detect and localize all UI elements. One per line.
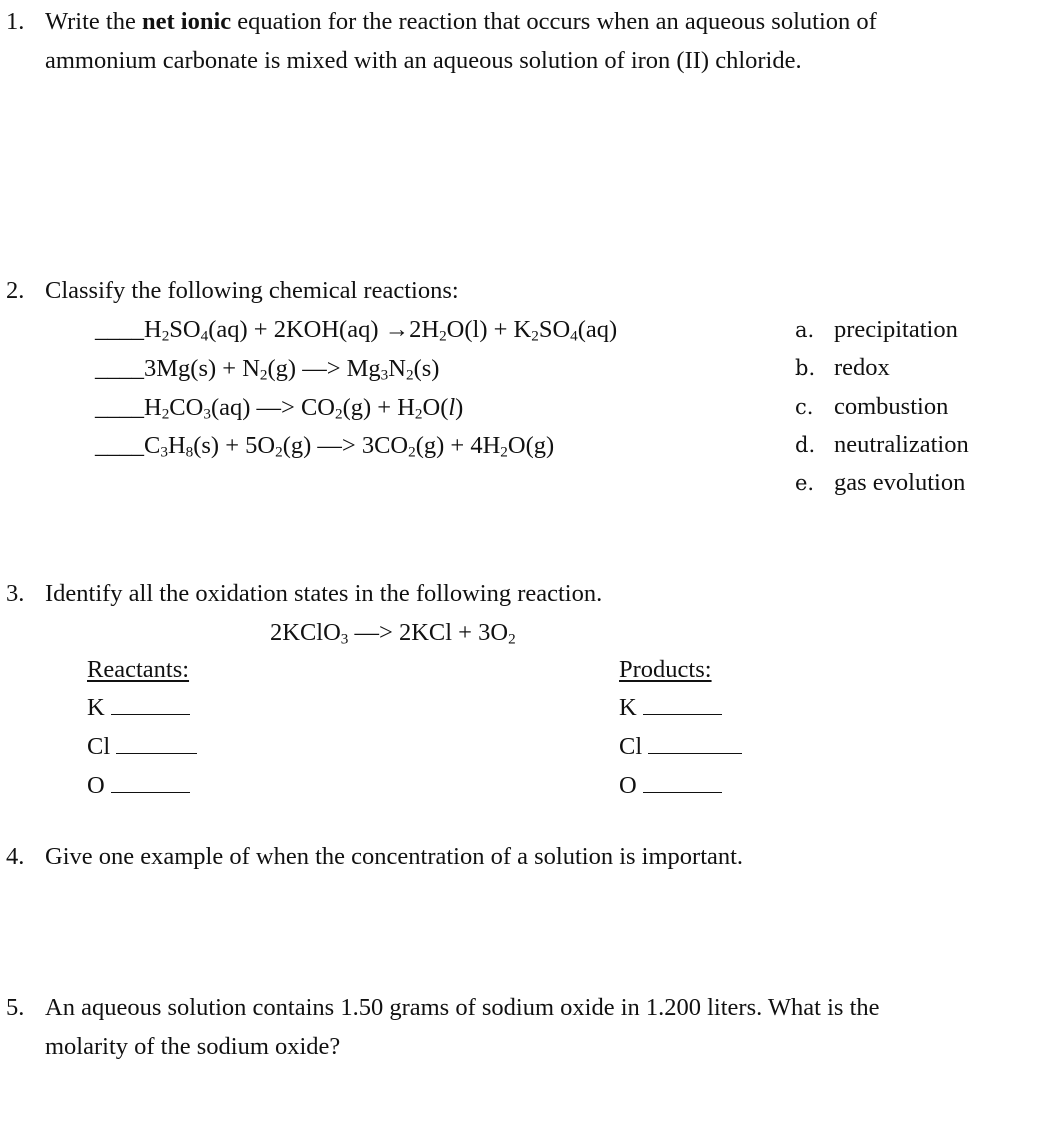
question-number: 4. — [6, 843, 25, 870]
bold-text: net ionic — [141, 8, 232, 35]
products-label: Products: — [619, 656, 712, 683]
answer-blank[interactable] — [643, 694, 722, 715]
reactant-row — [87, 733, 197, 761]
element-symbol: K — [619, 694, 637, 721]
question-text-line: molarity of the sodium oxide? — [45, 1033, 341, 1060]
option-text: gas evolution — [834, 469, 966, 496]
element-symbol: Cl — [87, 733, 111, 760]
answer-blank[interactable]: ____ — [95, 432, 144, 459]
question-number: 1. — [6, 8, 25, 35]
question-prompt: Classify the following chemical reactions: — [45, 277, 459, 304]
reaction-row: $\_\_\_\_H_2SO_4(aq) + 2KOH(aq) \to 2H_2O(l) + K_2SO_4(aq)$ — [95, 316, 618, 345]
question-text-line: ammonium carbonate is mixed with an aqueous solution of iron (II) chloride. — [45, 47, 802, 74]
option-text: redox — [834, 354, 890, 381]
answer-blank[interactable]: ____ — [95, 316, 144, 343]
reactant-row — [87, 772, 190, 800]
option-text: neutralization — [834, 431, 969, 458]
question-text-line: An aqueous solution contains 1.50 grams of sodium oxide in 1.200 liters. What is the — [45, 994, 880, 1021]
answer-blank[interactable] — [116, 733, 197, 754]
element-symbol: O — [87, 772, 105, 799]
reactants-label: Reactants: — [87, 656, 190, 683]
product-row — [619, 772, 722, 800]
reaction-equation: 2KClO$_3$ —> $2KCl + 3O_2$ — [270, 619, 516, 648]
option-text: precipitation — [834, 316, 958, 343]
reaction-row: $\_\_\_\_H_2CO_3(aq)$ —> $CO_2(g) + H_2O(l)$ — [95, 394, 464, 423]
reactant-row — [87, 694, 190, 722]
answer-blank[interactable] — [111, 694, 190, 715]
product-row — [619, 694, 722, 722]
answer-blank[interactable] — [643, 772, 722, 793]
option-text: combustion — [834, 393, 949, 420]
answer-blank[interactable] — [111, 772, 190, 793]
option-letter: e. — [795, 471, 815, 495]
answer-blank[interactable]: ____ — [95, 355, 144, 382]
element-symbol: O — [619, 772, 637, 799]
question-number: 3. — [6, 580, 25, 607]
element-symbol: Cl — [619, 733, 643, 760]
answer-blank[interactable] — [648, 733, 742, 754]
option-letter: b. — [795, 356, 816, 380]
text-span: equation for the reaction that occurs when an aqueous solution of — [231, 8, 877, 35]
reaction-row: ____3Mg(s) + $N_2(g)$ —> $Mg_3N_2(s)$ — [95, 355, 440, 384]
answer-blank[interactable]: ____ — [95, 394, 144, 421]
question-text-line — [45, 8, 877, 36]
reaction-row: $\_\_\_\_C_3H_8(s) + 5O_2(g)$ —> $3CO_2(g) + 4H_2O(g)$ — [95, 432, 555, 461]
option-letter: d. — [795, 433, 816, 457]
question-number: 5. — [6, 994, 25, 1021]
option-letter: a. — [795, 318, 815, 342]
question-prompt: Identify all the oxidation states in the following reaction. — [45, 580, 603, 607]
element-symbol: K — [87, 694, 105, 721]
option-letter: c. — [795, 395, 814, 419]
question-text-line: Give one example of when the concentration of a solution is important. — [45, 843, 744, 870]
product-row — [619, 733, 742, 761]
question-number: 2. — [6, 277, 25, 304]
text-span: Write the — [45, 8, 142, 35]
